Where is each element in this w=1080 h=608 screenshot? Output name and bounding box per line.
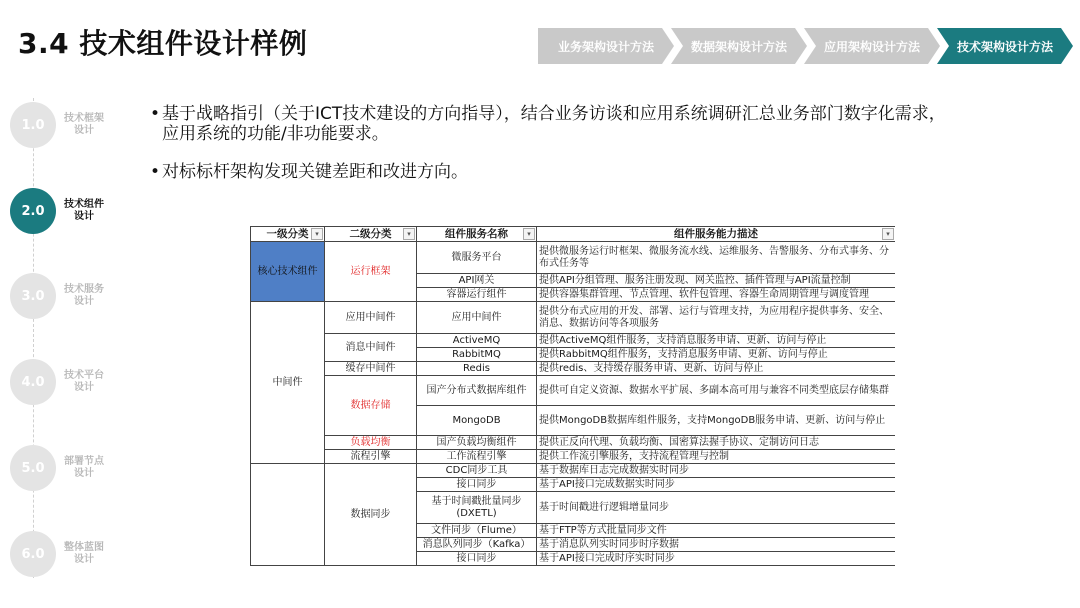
breadcrumb-item[interactable] bbox=[538, 28, 674, 64]
step-item[interactable] bbox=[10, 359, 130, 409]
header-cat1[interactable]: 一级分类 ▾ bbox=[251, 227, 325, 242]
breadcrumb bbox=[538, 28, 1074, 64]
step-item[interactable] bbox=[10, 445, 130, 495]
cell-cat1: 中间件 bbox=[251, 302, 325, 464]
cell-service: 消息队列同步（Kafka） bbox=[417, 538, 537, 552]
cell-description: 提供容器集群管理、节点管理、软件包管理、容器生命周期管理与调度管理 bbox=[537, 288, 896, 302]
cell-description: 提供微服务运行时框架、微服务流水线、运维服务、告警服务、分布式事务、分布式任务等 bbox=[537, 242, 896, 274]
cell-cat1: 核心技术组件 bbox=[251, 242, 325, 302]
breadcrumb-item[interactable] bbox=[671, 28, 807, 64]
breadcrumb-label: 技术架构设计方法 bbox=[956, 39, 1053, 54]
step-label: 技术平台设计 bbox=[64, 370, 104, 393]
table-row bbox=[251, 362, 896, 376]
breadcrumb-item[interactable] bbox=[937, 28, 1073, 64]
step-number-circle: 6.0 bbox=[10, 531, 56, 577]
step-item[interactable] bbox=[10, 531, 130, 581]
table-header-row bbox=[251, 227, 896, 242]
table-row bbox=[251, 464, 896, 478]
breadcrumb-label: 应用架构设计方法 bbox=[823, 39, 920, 54]
cell-description: 提供redis、支持缓存服务申请、更新、访问与停止 bbox=[537, 362, 896, 376]
cell-description: 提供可自定义资源、数据水平扩展、多副本高可用与兼容不同类型底层存储集群 bbox=[537, 376, 896, 406]
step-label: 技术组件设计 bbox=[64, 199, 104, 222]
cell-description: 提供API分组管理、服务注册发现、网关监控、插件管理与API流量控制 bbox=[537, 274, 896, 288]
cell-service: 工作流程引擎 bbox=[417, 450, 537, 464]
cell-service: 接口同步 bbox=[417, 552, 537, 566]
cell-description: 基于API接口完成时序实时同步 bbox=[537, 552, 896, 566]
cell-cat2: 缓存中间件 bbox=[325, 362, 417, 376]
step-number-circle: 4.0 bbox=[10, 359, 56, 405]
cell-description: 提供分布式应用的开发、部署、运行与管理支持，为应用程序提供事务、安全、消息、数据访问等各项服务 bbox=[537, 302, 896, 334]
cell-cat1 bbox=[251, 464, 325, 566]
page-title: 3.4 技术组件设计样例 bbox=[18, 27, 308, 60]
cell-description: 提供ActiveMQ组件服务，支持消息服务申请、更新、访问与停止 bbox=[537, 334, 896, 348]
cell-description: 基于消息队列实时同步时序数据 bbox=[537, 538, 896, 552]
cell-description: 基于API接口完成数据实时同步 bbox=[537, 478, 896, 492]
step-number-circle: 3.0 bbox=[10, 273, 56, 319]
step-label: 技术框架设计 bbox=[64, 113, 104, 136]
cell-service: MongoDB bbox=[417, 406, 537, 436]
bullet-item: • 对标标杆架构发现关键差距和改进方向。 bbox=[150, 162, 950, 182]
cell-service: 基于时间戳批量同步(DXETL) bbox=[417, 492, 537, 524]
cell-service: API网关 bbox=[417, 274, 537, 288]
cell-service: 接口同步 bbox=[417, 478, 537, 492]
breadcrumb-item[interactable] bbox=[804, 28, 940, 64]
cell-cat2: 数据同步 bbox=[325, 464, 417, 566]
cell-description: 提供RabbitMQ组件服务，支持消息服务申请、更新、访问与停止 bbox=[537, 348, 896, 362]
cell-service: ActiveMQ bbox=[417, 334, 537, 348]
step-item[interactable] bbox=[10, 188, 130, 238]
step-item[interactable] bbox=[10, 102, 130, 152]
filter-dropdown-icon[interactable]: ▾ bbox=[403, 228, 415, 240]
filter-dropdown-icon[interactable]: ▾ bbox=[882, 228, 894, 240]
table-row bbox=[251, 376, 896, 406]
cell-service: 文件同步（Flume） bbox=[417, 524, 537, 538]
cell-service: 国产负载均衡组件 bbox=[417, 436, 537, 450]
breadcrumb-label: 业务架构设计方法 bbox=[557, 39, 654, 54]
cell-cat2: 运行框架 bbox=[325, 242, 417, 302]
step-label: 整体蓝图设计 bbox=[64, 542, 104, 565]
bullet-item: • 基于战略指引（关于ICT技术建设的方向指导），结合业务访谈和应用系统调研汇总业务部门数字化需求，应用系统的功能/非功能要求。 bbox=[150, 104, 950, 144]
table-row bbox=[251, 302, 896, 334]
header-description[interactable]: 组件服务能力描述 ▾ bbox=[537, 227, 896, 242]
cell-service: Redis bbox=[417, 362, 537, 376]
header-cat2[interactable]: 二级分类 ▾ bbox=[325, 227, 417, 242]
cell-description: 基于时间戳进行逻辑增量同步 bbox=[537, 492, 896, 524]
cell-description: 基于数据库日志完成数据实时同步 bbox=[537, 464, 896, 478]
cell-description: 提供MongoDB数据库组件服务，支持MongoDB服务申请、更新、访问与停止 bbox=[537, 406, 896, 436]
cell-cat2: 流程引擎 bbox=[325, 450, 417, 464]
table-row bbox=[251, 334, 896, 348]
cell-service: 应用中间件 bbox=[417, 302, 537, 334]
step-number-circle: 2.0 bbox=[10, 188, 56, 234]
table-row bbox=[251, 450, 896, 464]
filter-dropdown-icon[interactable]: ▾ bbox=[311, 228, 323, 240]
cell-service: 国产分布式数据库组件 bbox=[417, 376, 537, 406]
cell-description: 基于FTP等方式批量同步文件 bbox=[537, 524, 896, 538]
step-number-circle: 5.0 bbox=[10, 445, 56, 491]
cell-service: CDC同步工具 bbox=[417, 464, 537, 478]
table-row bbox=[251, 242, 896, 274]
step-item[interactable] bbox=[10, 273, 130, 323]
cell-service: 容器运行组件 bbox=[417, 288, 537, 302]
cell-service: 微服务平台 bbox=[417, 242, 537, 274]
cell-cat2: 应用中间件 bbox=[325, 302, 417, 334]
step-nav-line bbox=[33, 98, 34, 578]
component-table bbox=[250, 226, 895, 566]
step-label: 部署节点设计 bbox=[64, 456, 104, 479]
component-table-wrap bbox=[250, 226, 895, 572]
header-service[interactable]: 组件服务名称 ▾ bbox=[417, 227, 537, 242]
bullet-list bbox=[150, 104, 950, 200]
cell-cat2: 数据存储 bbox=[325, 376, 417, 436]
cell-cat2: 消息中间件 bbox=[325, 334, 417, 362]
cell-cat2: 负载均衡 bbox=[325, 436, 417, 450]
step-label: 技术服务设计 bbox=[64, 284, 104, 307]
table-row bbox=[251, 436, 896, 450]
cell-service: RabbitMQ bbox=[417, 348, 537, 362]
cell-description: 提供正反向代理、负载均衡、国密算法握手协议、定制访问日志 bbox=[537, 436, 896, 450]
breadcrumb-label: 数据架构设计方法 bbox=[690, 39, 787, 54]
step-number-circle: 1.0 bbox=[10, 102, 56, 148]
filter-active-icon[interactable]: ▾ bbox=[523, 228, 535, 240]
cell-description: 提供工作流引擎服务，支持流程管理与控制 bbox=[537, 450, 896, 464]
